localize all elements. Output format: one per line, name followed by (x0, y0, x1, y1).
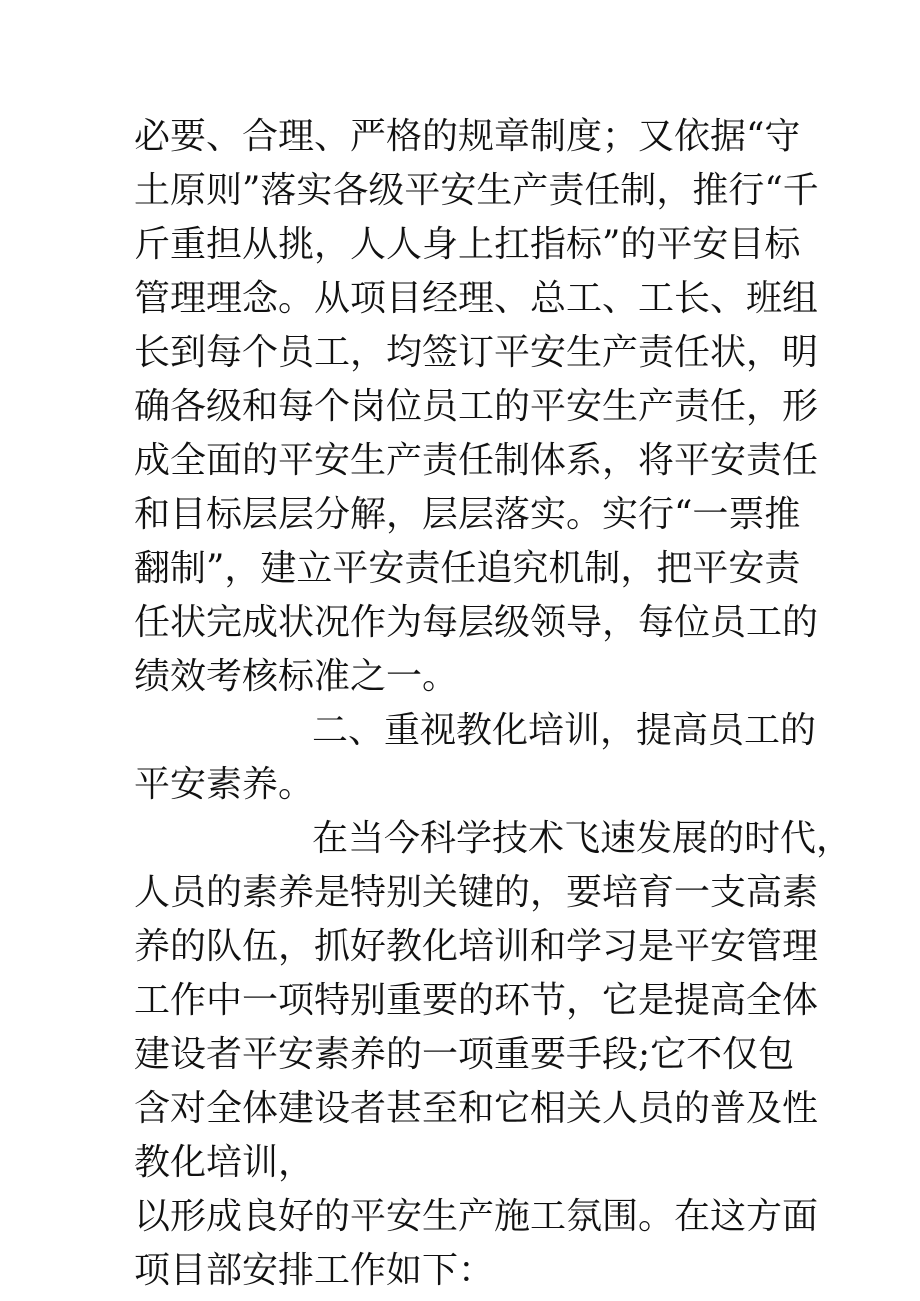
text-line: 翻制”，建立平安责任追究机制，把平安责 (134, 548, 801, 589)
text-line: 长到每个员工，均签订平安生产责任状，明 (134, 332, 819, 373)
text-line: 项目部安排工作如下： (134, 1250, 495, 1291)
text-line: 以形成良好的平安生产施工氛围。在这方面 (134, 1196, 819, 1237)
text-line: 人员的素养是特别关键的，要培育一支高素 (134, 872, 819, 913)
document-body (134, 110, 853, 1298)
text-line: 和目标层层分解，层层落实。实行“一票推 (134, 494, 801, 535)
text-line: 绩效考核标准之一。 (134, 656, 459, 697)
text-line: 含对全体建设者甚至和它相关人员的普及性 (134, 1088, 819, 1129)
text-line: 工作中一项特别重要的环节，它是提高全体 (134, 980, 819, 1021)
text-line: 任状完成状况作为每层级领导，每位员工的 (134, 602, 819, 643)
paragraph-start: 在当今科学技术飞速发展的时代， (312, 818, 853, 859)
text-line: 成全面的平安生产责任制体系，将平安责任 (134, 440, 819, 481)
text-line: 土原则”落实各级平安生产责任制，推行“千 (134, 170, 819, 211)
text-line: 必要、合理、严格的规章制度；又依据“守 (134, 116, 801, 157)
text-line: 建设者平安素养的一项重要手段;它不仅包 (134, 1034, 795, 1075)
text-line: 教化培训， (134, 1142, 315, 1183)
section-heading-continuation: 平安素养。 (134, 764, 315, 805)
text-line: 管理理念。从项目经理、总工、工长、班组 (134, 278, 819, 319)
text-line: 确各级和每个岗位员工的平安生产责任，形 (134, 386, 819, 427)
section-heading: 二、重视教化培训，提高员工的 (312, 710, 817, 751)
text-line: 斤重担从挑，人人身上扛指标”的平安目标 (134, 224, 801, 265)
text-line: 养的队伍，抓好教化培训和学习是平安管理 (134, 926, 819, 967)
